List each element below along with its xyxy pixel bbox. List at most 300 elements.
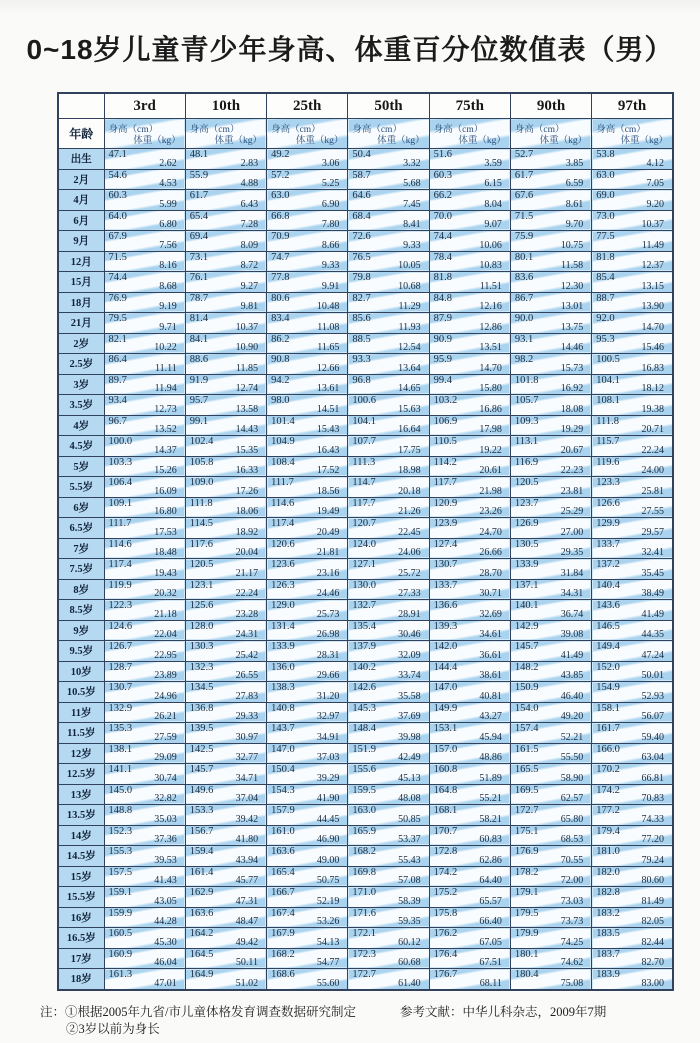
age-label: 6月 bbox=[58, 210, 104, 231]
weight-value: 18.56 bbox=[316, 485, 340, 497]
height-value: 98.0 bbox=[271, 395, 290, 406]
height-value: 84.1 bbox=[189, 333, 209, 345]
height-weight-cell bbox=[185, 313, 266, 334]
age-label: 18岁 bbox=[58, 969, 104, 990]
age-label: 2.5岁 bbox=[58, 354, 104, 375]
age-label: 6岁 bbox=[58, 497, 104, 518]
height-weight-cell bbox=[429, 292, 510, 313]
height-value: 142.0 bbox=[433, 641, 458, 652]
height-weight-cell bbox=[429, 784, 510, 805]
weight-value: 56.07 bbox=[641, 711, 664, 722]
height-value: 147.0 bbox=[433, 682, 458, 693]
weight-value: 17.53 bbox=[154, 526, 177, 538]
height-value: 128.7 bbox=[108, 661, 133, 673]
weight-value: 25.73 bbox=[316, 608, 340, 620]
height-value: 139.3 bbox=[433, 620, 458, 632]
weight-value: 38.61 bbox=[479, 670, 502, 681]
height-weight-cell bbox=[104, 538, 185, 559]
weight-value: 65.80 bbox=[560, 813, 584, 825]
weight-value: 4.12 bbox=[646, 157, 664, 169]
age-label: 5.5岁 bbox=[58, 477, 104, 498]
height-weight-cell bbox=[510, 415, 591, 436]
height-value: 165.5 bbox=[514, 764, 539, 775]
height-weight-cell bbox=[267, 210, 348, 231]
height-weight-cell bbox=[185, 210, 266, 231]
height-value: 127.4 bbox=[433, 538, 458, 550]
height-value: 170.7 bbox=[433, 825, 458, 837]
height-value: 155.3 bbox=[108, 846, 133, 857]
weight-value: 35.45 bbox=[641, 567, 664, 579]
height-value: 136.0 bbox=[271, 661, 295, 673]
height-weight-cell bbox=[592, 313, 673, 334]
height-weight-cell bbox=[348, 846, 429, 867]
height-value: 168.6 bbox=[271, 969, 295, 980]
weight-value: 17.26 bbox=[235, 485, 259, 497]
weight-value: 42.49 bbox=[398, 752, 421, 763]
height-value: 87.9 bbox=[433, 313, 452, 324]
height-weight-cell bbox=[429, 333, 510, 354]
height-weight-cell bbox=[185, 723, 266, 744]
height-weight-cell bbox=[267, 969, 348, 990]
age-label: 7.5岁 bbox=[58, 559, 104, 580]
height-value: 133.9 bbox=[514, 559, 539, 570]
height-value: 58.7 bbox=[352, 169, 371, 181]
height-weight-cell bbox=[510, 538, 591, 559]
weight-value: 24.96 bbox=[154, 690, 177, 702]
height-weight-cell bbox=[104, 805, 185, 826]
weight-value: 20.61 bbox=[479, 465, 502, 476]
height-weight-cell bbox=[510, 374, 591, 395]
footnotes bbox=[40, 1004, 680, 1038]
height-value: 163.0 bbox=[352, 805, 376, 816]
height-weight-cell bbox=[592, 579, 673, 600]
height-value: 140.4 bbox=[596, 579, 620, 591]
weight-value: 13.75 bbox=[560, 321, 584, 333]
weight-value: 6.15 bbox=[484, 178, 502, 189]
height-value: 182.8 bbox=[596, 887, 620, 898]
weight-value: 11.94 bbox=[154, 383, 177, 394]
weight-value: 32.41 bbox=[641, 547, 664, 558]
height-value: 106.9 bbox=[433, 415, 458, 427]
weight-value: 14.70 bbox=[479, 362, 502, 374]
weight-value: 8.41 bbox=[403, 219, 421, 230]
height-value: 64.0 bbox=[108, 210, 127, 222]
table-row bbox=[58, 169, 673, 190]
weight-value: 60.83 bbox=[479, 834, 502, 845]
height-value: 114.6 bbox=[271, 497, 295, 509]
height-value: 51.6 bbox=[433, 149, 452, 160]
weight-value: 59.40 bbox=[641, 731, 664, 743]
weight-value: 19.22 bbox=[479, 444, 502, 456]
weight-value: 9.81 bbox=[240, 301, 259, 312]
height-weight-cell bbox=[267, 415, 348, 436]
weight-value: 36.61 bbox=[479, 649, 502, 661]
table-row bbox=[58, 313, 673, 334]
weight-value: 50.85 bbox=[398, 813, 421, 825]
height-value: 104.1 bbox=[352, 415, 376, 427]
height-value: 145.3 bbox=[352, 702, 376, 714]
table-row bbox=[58, 702, 673, 723]
weight-value: 21.98 bbox=[479, 485, 502, 497]
weight-value: 82.44 bbox=[641, 936, 664, 948]
height-value: 157.5 bbox=[108, 866, 133, 878]
height-weight-cell bbox=[592, 805, 673, 826]
weight-value: 33.74 bbox=[398, 670, 421, 681]
height-value: 122.3 bbox=[108, 600, 133, 611]
weight-value: 54.77 bbox=[316, 957, 340, 968]
age-label: 8.5岁 bbox=[58, 600, 104, 621]
weight-value: 7.28 bbox=[240, 219, 259, 230]
height-value: 140.8 bbox=[271, 702, 295, 714]
height-weight-cell bbox=[348, 477, 429, 498]
weight-value: 54.13 bbox=[316, 936, 340, 948]
height-weight-cell bbox=[104, 661, 185, 682]
height-value: 123.7 bbox=[514, 497, 539, 509]
height-weight-cell bbox=[348, 682, 429, 703]
height-value: 157.9 bbox=[271, 805, 295, 816]
weight-value: 27.59 bbox=[154, 731, 177, 743]
height-value: 100.6 bbox=[352, 395, 376, 406]
height-weight-cell bbox=[267, 641, 348, 662]
height-label: 身高（cm） bbox=[189, 125, 240, 135]
height-weight-cell bbox=[185, 497, 266, 518]
weight-value: 10.22 bbox=[154, 342, 177, 353]
height-weight-cell bbox=[104, 743, 185, 764]
height-weight-cell bbox=[104, 559, 185, 580]
height-weight-cell bbox=[510, 682, 591, 703]
weight-value: 13.58 bbox=[235, 403, 259, 415]
age-label: 5岁 bbox=[58, 456, 104, 477]
weight-value: 24.06 bbox=[398, 547, 421, 558]
height-value: 79.5 bbox=[108, 313, 127, 324]
height-value: 153.1 bbox=[433, 723, 458, 734]
height-value: 179.4 bbox=[596, 825, 620, 837]
table-row bbox=[58, 723, 673, 744]
age-label: 3岁 bbox=[58, 374, 104, 395]
height-weight-cell bbox=[429, 928, 510, 949]
height-weight-cell bbox=[104, 497, 185, 518]
height-value: 83.4 bbox=[271, 313, 290, 324]
height-weight-cell bbox=[510, 661, 591, 682]
height-value: 79.8 bbox=[352, 272, 371, 283]
height-value: 99.4 bbox=[433, 374, 452, 386]
height-weight-cell bbox=[510, 846, 591, 867]
height-value: 123.9 bbox=[433, 518, 458, 529]
weight-value: 31.84 bbox=[560, 567, 584, 579]
height-weight-cell bbox=[429, 661, 510, 682]
height-value: 167.9 bbox=[271, 928, 295, 939]
weight-value: 73.03 bbox=[560, 895, 584, 907]
height-weight-cell bbox=[104, 415, 185, 436]
height-value: 132.7 bbox=[352, 600, 376, 611]
height-weight-cell bbox=[267, 600, 348, 621]
weight-value: 48.47 bbox=[235, 916, 259, 927]
height-value: 120.7 bbox=[352, 518, 376, 529]
height-value: 169.8 bbox=[352, 866, 376, 878]
height-value: 103.3 bbox=[108, 456, 133, 468]
height-value: 117.4 bbox=[271, 518, 295, 529]
height-weight-cell bbox=[267, 354, 348, 375]
weight-value: 12.74 bbox=[235, 383, 259, 394]
height-weight-cell bbox=[592, 251, 673, 272]
height-weight-cell bbox=[429, 805, 510, 826]
height-value: 140.2 bbox=[352, 661, 376, 673]
height-value: 129.9 bbox=[596, 518, 620, 529]
height-weight-cell bbox=[185, 682, 266, 703]
weight-value: 31.20 bbox=[316, 690, 340, 702]
weight-value: 55.43 bbox=[398, 854, 421, 866]
weight-value: 34.61 bbox=[479, 629, 502, 640]
height-value: 159.5 bbox=[352, 784, 376, 796]
height-weight-cell bbox=[429, 395, 510, 416]
weight-value: 47.31 bbox=[235, 895, 259, 907]
height-value: 164.2 bbox=[189, 928, 214, 939]
weight-value: 14.51 bbox=[316, 403, 340, 415]
weight-value: 50.11 bbox=[235, 957, 259, 968]
height-weight-cell bbox=[185, 846, 266, 867]
height-weight-cell bbox=[267, 764, 348, 785]
age-label: 21月 bbox=[58, 313, 104, 334]
height-value: 175.8 bbox=[433, 907, 458, 919]
weight-value: 81.49 bbox=[641, 895, 664, 907]
height-weight-cell bbox=[429, 846, 510, 867]
height-weight-header-cell bbox=[429, 119, 510, 149]
height-value: 163.6 bbox=[271, 846, 295, 857]
weight-value: 20.71 bbox=[641, 424, 664, 435]
height-weight-cell bbox=[592, 436, 673, 457]
weight-value: 18.06 bbox=[235, 506, 259, 517]
height-value: 70.0 bbox=[433, 210, 452, 222]
weight-value: 32.09 bbox=[398, 649, 421, 661]
height-label: 身高（cm） bbox=[108, 125, 159, 135]
height-weight-cell bbox=[510, 251, 591, 272]
percentile-header: 10th bbox=[185, 93, 266, 119]
height-weight-cell bbox=[348, 743, 429, 764]
height-weight-cell bbox=[429, 313, 510, 334]
height-value: 179.5 bbox=[514, 907, 539, 919]
weight-value: 5.25 bbox=[321, 178, 340, 189]
weight-value: 46.04 bbox=[154, 957, 177, 968]
height-weight-cell bbox=[348, 784, 429, 805]
table-row bbox=[58, 538, 673, 559]
height-value: 138.3 bbox=[271, 682, 295, 693]
height-weight-cell bbox=[267, 149, 348, 170]
table-row bbox=[58, 149, 673, 170]
height-value: 129.0 bbox=[271, 600, 295, 611]
table-row bbox=[58, 456, 673, 477]
weight-value: 3.06 bbox=[321, 157, 340, 169]
table-body bbox=[58, 149, 673, 990]
age-label: 16岁 bbox=[58, 907, 104, 928]
age-label: 13.5岁 bbox=[58, 805, 104, 826]
height-weight-cell bbox=[267, 538, 348, 559]
height-label: 身高（cm） bbox=[596, 125, 646, 135]
height-value: 133.7 bbox=[596, 538, 620, 550]
height-weight-cell bbox=[104, 764, 185, 785]
weight-value: 16.43 bbox=[316, 444, 340, 456]
table-row bbox=[58, 825, 673, 846]
height-weight-cell bbox=[510, 579, 591, 600]
height-weight-cell bbox=[592, 661, 673, 682]
height-weight-cell bbox=[429, 682, 510, 703]
height-value: 177.2 bbox=[596, 805, 620, 816]
height-value: 172.1 bbox=[352, 928, 376, 939]
height-value: 148.4 bbox=[352, 723, 376, 734]
height-weight-cell bbox=[348, 559, 429, 580]
height-weight-cell bbox=[592, 272, 673, 293]
height-value: 161.4 bbox=[189, 866, 214, 878]
height-value: 170.2 bbox=[596, 764, 620, 775]
weight-value: 15.46 bbox=[641, 342, 664, 353]
height-value: 101.4 bbox=[271, 415, 295, 427]
height-weight-cell bbox=[348, 436, 429, 457]
table-row bbox=[58, 231, 673, 252]
height-value: 96.8 bbox=[352, 374, 371, 386]
height-weight-cell bbox=[592, 764, 673, 785]
weight-value: 44.28 bbox=[154, 916, 177, 927]
height-value: 136.8 bbox=[189, 702, 214, 714]
weight-value: 19.43 bbox=[154, 567, 177, 579]
weight-value: 10.06 bbox=[479, 239, 502, 251]
height-value: 86.2 bbox=[271, 333, 290, 345]
height-weight-cell bbox=[510, 456, 591, 477]
weight-value: 75.08 bbox=[560, 977, 584, 989]
height-weight-cell bbox=[429, 600, 510, 621]
weight-value: 23.26 bbox=[479, 506, 502, 517]
height-weight-cell bbox=[348, 374, 429, 395]
weight-value: 41.49 bbox=[641, 608, 664, 620]
weight-value: 7.45 bbox=[403, 198, 421, 210]
height-weight-cell bbox=[429, 641, 510, 662]
height-value: 76.9 bbox=[108, 292, 127, 304]
height-value: 49.2 bbox=[271, 149, 290, 160]
weight-value: 29.57 bbox=[641, 526, 664, 538]
weight-value: 29.09 bbox=[154, 752, 177, 763]
weight-value: 30.74 bbox=[154, 772, 177, 784]
height-weight-cell bbox=[348, 579, 429, 600]
height-weight-cell bbox=[104, 456, 185, 477]
height-value: 183.7 bbox=[596, 948, 620, 960]
table-row bbox=[58, 805, 673, 826]
height-value: 133.7 bbox=[433, 579, 458, 591]
weight-value: 27.33 bbox=[398, 588, 421, 599]
height-value: 77.5 bbox=[596, 231, 615, 242]
weight-value: 30.97 bbox=[235, 731, 259, 743]
height-weight-cell bbox=[348, 600, 429, 621]
weight-value: 35.03 bbox=[154, 813, 177, 825]
height-weight-cell bbox=[510, 354, 591, 375]
height-value: 154.9 bbox=[596, 682, 620, 693]
height-weight-cell bbox=[104, 641, 185, 662]
weight-value: 21.17 bbox=[235, 567, 259, 579]
height-value: 130.3 bbox=[189, 641, 214, 652]
weight-value: 16.64 bbox=[398, 424, 421, 435]
weight-value: 20.32 bbox=[154, 588, 177, 599]
height-weight-cell bbox=[185, 149, 266, 170]
height-weight-cell bbox=[510, 169, 591, 190]
height-weight-cell bbox=[592, 887, 673, 908]
weight-value: 68.11 bbox=[479, 977, 502, 989]
weight-value: 79.24 bbox=[641, 854, 664, 866]
weight-value: 39.42 bbox=[235, 813, 259, 825]
weight-value: 9.27 bbox=[240, 280, 259, 292]
weight-value: 82.70 bbox=[641, 957, 664, 968]
weight-value: 11.49 bbox=[641, 239, 664, 251]
height-weight-cell bbox=[429, 436, 510, 457]
height-weight-cell bbox=[429, 210, 510, 231]
weight-value: 20.04 bbox=[235, 547, 259, 558]
height-value: 117.7 bbox=[433, 477, 457, 488]
height-value: 60.3 bbox=[433, 169, 452, 181]
weight-label: 体重（kg） bbox=[620, 136, 668, 146]
height-value: 148.2 bbox=[514, 661, 539, 673]
height-value: 134.5 bbox=[189, 682, 214, 693]
height-value: 117.4 bbox=[108, 559, 132, 570]
height-value: 137.2 bbox=[596, 559, 620, 570]
weight-value: 25.29 bbox=[560, 506, 584, 517]
age-label: 2月 bbox=[58, 169, 104, 190]
height-value: 142.5 bbox=[189, 743, 214, 755]
height-weight-header-cell bbox=[185, 119, 266, 149]
height-value: 96.7 bbox=[108, 415, 127, 427]
height-value: 64.6 bbox=[352, 190, 371, 201]
weight-value: 70.83 bbox=[641, 793, 664, 804]
age-label: 14岁 bbox=[58, 825, 104, 846]
weight-label: 体重（kg） bbox=[377, 136, 425, 146]
height-value: 164.5 bbox=[189, 948, 214, 960]
height-weight-cell bbox=[348, 928, 429, 949]
height-value: 178.2 bbox=[514, 866, 539, 878]
weight-value: 26.21 bbox=[154, 711, 177, 722]
height-weight-cell bbox=[510, 210, 591, 231]
weight-value: 51.89 bbox=[479, 772, 502, 784]
height-value: 175.1 bbox=[514, 825, 539, 837]
height-weight-cell bbox=[267, 805, 348, 826]
weight-value: 58.90 bbox=[560, 772, 584, 784]
footnote-line-1 bbox=[40, 1004, 680, 1021]
height-value: 132.3 bbox=[189, 661, 214, 673]
weight-value: 15.73 bbox=[560, 362, 584, 374]
weight-value: 10.83 bbox=[479, 260, 502, 271]
height-value: 93.4 bbox=[108, 395, 127, 406]
height-value: 102.4 bbox=[189, 436, 214, 447]
height-value: 107.7 bbox=[352, 436, 376, 447]
height-value: 100.0 bbox=[108, 436, 133, 447]
table-row bbox=[58, 497, 673, 518]
table-row bbox=[58, 887, 673, 908]
weight-value: 37.36 bbox=[154, 834, 177, 845]
weight-value: 70.55 bbox=[560, 854, 584, 866]
height-value: 127.1 bbox=[352, 559, 376, 570]
table-row bbox=[58, 272, 673, 293]
table-row bbox=[58, 395, 673, 416]
height-value: 101.8 bbox=[514, 374, 539, 386]
height-value: 172.7 bbox=[514, 805, 539, 816]
height-weight-header-cell bbox=[104, 119, 185, 149]
age-label: 4.5岁 bbox=[58, 436, 104, 457]
height-value: 164.8 bbox=[433, 784, 458, 796]
weight-value: 22.24 bbox=[235, 588, 259, 599]
weight-value: 10.48 bbox=[316, 301, 340, 312]
note-1: ①根据2005年九省/市儿童体格发育调查数据研究制定 bbox=[65, 1005, 356, 1019]
weight-value: 45.94 bbox=[479, 731, 502, 743]
height-value: 93.3 bbox=[352, 354, 371, 365]
height-value: 155.6 bbox=[352, 764, 376, 775]
weight-value: 3.59 bbox=[484, 157, 502, 169]
height-weight-cell bbox=[185, 579, 266, 600]
weight-value: 13.15 bbox=[641, 280, 664, 292]
weight-value: 26.98 bbox=[316, 629, 340, 640]
